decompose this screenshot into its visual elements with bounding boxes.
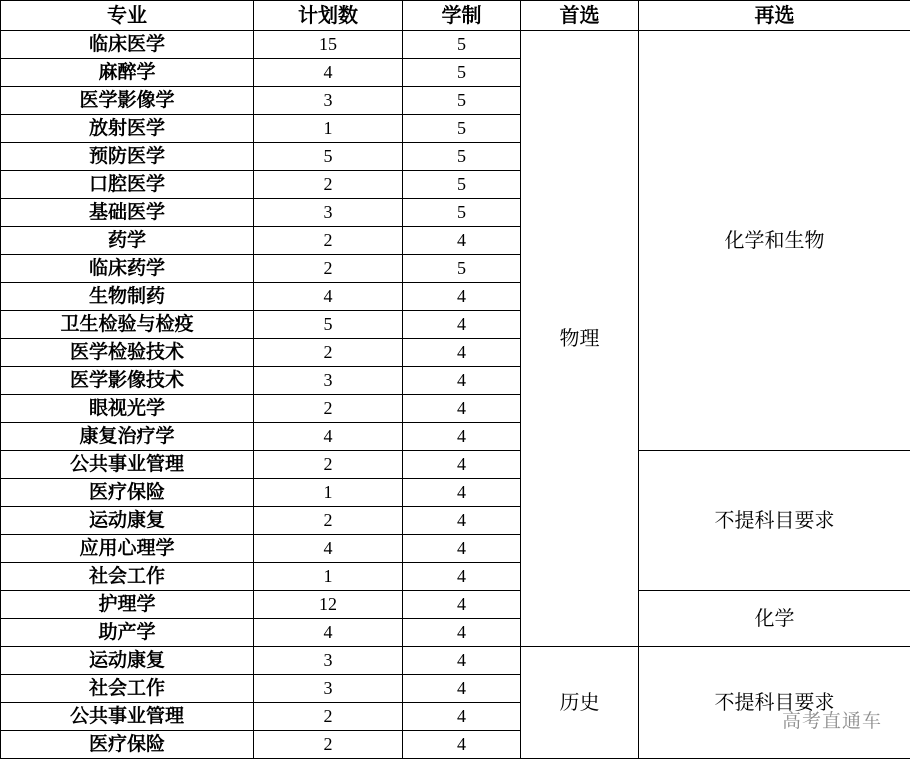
header-row [1, 1, 910, 31]
header-major: 专业 [1, 1, 254, 31]
study-years: 4 [403, 395, 521, 423]
study-years: 5 [403, 87, 521, 115]
plan-count: 2 [254, 451, 403, 479]
first-choice-subject: 历史 [521, 647, 639, 759]
second-choice-subject: 不提科目要求 [639, 647, 910, 759]
major-name: 公共事业管理 [1, 451, 254, 479]
plan-count: 2 [254, 731, 403, 759]
major-name: 临床医学 [1, 31, 254, 59]
study-years: 5 [403, 171, 521, 199]
plan-count: 4 [254, 283, 403, 311]
major-name: 预防医学 [1, 143, 254, 171]
study-years: 5 [403, 199, 521, 227]
study-years: 4 [403, 591, 521, 619]
plan-count: 4 [254, 423, 403, 451]
major-name: 生物制药 [1, 283, 254, 311]
study-years: 5 [403, 115, 521, 143]
study-years: 5 [403, 31, 521, 59]
study-years: 4 [403, 535, 521, 563]
major-name: 医学影像学 [1, 87, 254, 115]
study-years: 4 [403, 451, 521, 479]
major-name: 麻醉学 [1, 59, 254, 87]
first-choice-subject: 物理 [521, 31, 639, 647]
study-years: 4 [403, 675, 521, 703]
header-study-years: 学制 [403, 1, 521, 31]
plan-count: 2 [254, 507, 403, 535]
study-years: 4 [403, 563, 521, 591]
plan-count: 5 [254, 311, 403, 339]
major-name: 运动康复 [1, 507, 254, 535]
major-name: 眼视光学 [1, 395, 254, 423]
study-years: 4 [403, 311, 521, 339]
plan-count: 2 [254, 703, 403, 731]
plan-count: 2 [254, 395, 403, 423]
plan-count: 2 [254, 171, 403, 199]
major-name: 护理学 [1, 591, 254, 619]
plan-count: 12 [254, 591, 403, 619]
study-years: 4 [403, 339, 521, 367]
major-name: 医疗保险 [1, 479, 254, 507]
major-name: 社会工作 [1, 675, 254, 703]
study-years: 4 [403, 423, 521, 451]
major-name: 运动康复 [1, 647, 254, 675]
study-years: 4 [403, 367, 521, 395]
header-second-choice: 再选 [639, 1, 910, 31]
plan-count: 1 [254, 115, 403, 143]
plan-count: 2 [254, 255, 403, 283]
table-row [1, 451, 910, 479]
second-choice-subject: 化学 [639, 591, 910, 647]
table-row [1, 591, 910, 619]
table-row [1, 31, 910, 59]
major-name: 口腔医学 [1, 171, 254, 199]
study-years: 4 [403, 507, 521, 535]
header-plan-count: 计划数 [254, 1, 403, 31]
major-name: 卫生检验与检疫 [1, 311, 254, 339]
study-years: 4 [403, 647, 521, 675]
plan-count: 2 [254, 339, 403, 367]
plan-count: 2 [254, 227, 403, 255]
major-name: 药学 [1, 227, 254, 255]
second-choice-subject: 化学和生物 [639, 31, 910, 451]
major-name: 助产学 [1, 619, 254, 647]
study-years: 5 [403, 59, 521, 87]
major-name: 医学影像技术 [1, 367, 254, 395]
plan-count: 3 [254, 675, 403, 703]
plan-count: 3 [254, 87, 403, 115]
plan-count: 1 [254, 479, 403, 507]
plan-count: 3 [254, 367, 403, 395]
study-years: 4 [403, 619, 521, 647]
study-years: 4 [403, 731, 521, 759]
major-name: 放射医学 [1, 115, 254, 143]
major-name: 基础医学 [1, 199, 254, 227]
study-years: 4 [403, 479, 521, 507]
major-name: 医学检验技术 [1, 339, 254, 367]
major-name: 社会工作 [1, 563, 254, 591]
plan-count: 3 [254, 199, 403, 227]
watermark: 高考直通车 [781, 710, 882, 732]
table-body [1, 31, 910, 759]
plan-count: 4 [254, 535, 403, 563]
study-years: 4 [403, 227, 521, 255]
second-choice-subject: 不提科目要求 [639, 451, 910, 591]
plan-count: 4 [254, 59, 403, 87]
major-name: 医疗保险 [1, 731, 254, 759]
study-years: 5 [403, 255, 521, 283]
major-name: 康复治疗学 [1, 423, 254, 451]
header-first-choice: 首选 [521, 1, 639, 31]
plan-count: 4 [254, 619, 403, 647]
plan-count: 15 [254, 31, 403, 59]
plan-count: 5 [254, 143, 403, 171]
plan-count: 3 [254, 647, 403, 675]
major-name: 公共事业管理 [1, 703, 254, 731]
plan-count: 1 [254, 563, 403, 591]
study-years: 5 [403, 143, 521, 171]
major-name: 临床药学 [1, 255, 254, 283]
major-name: 应用心理学 [1, 535, 254, 563]
study-years: 4 [403, 283, 521, 311]
table-row [1, 647, 910, 675]
study-years: 4 [403, 703, 521, 731]
